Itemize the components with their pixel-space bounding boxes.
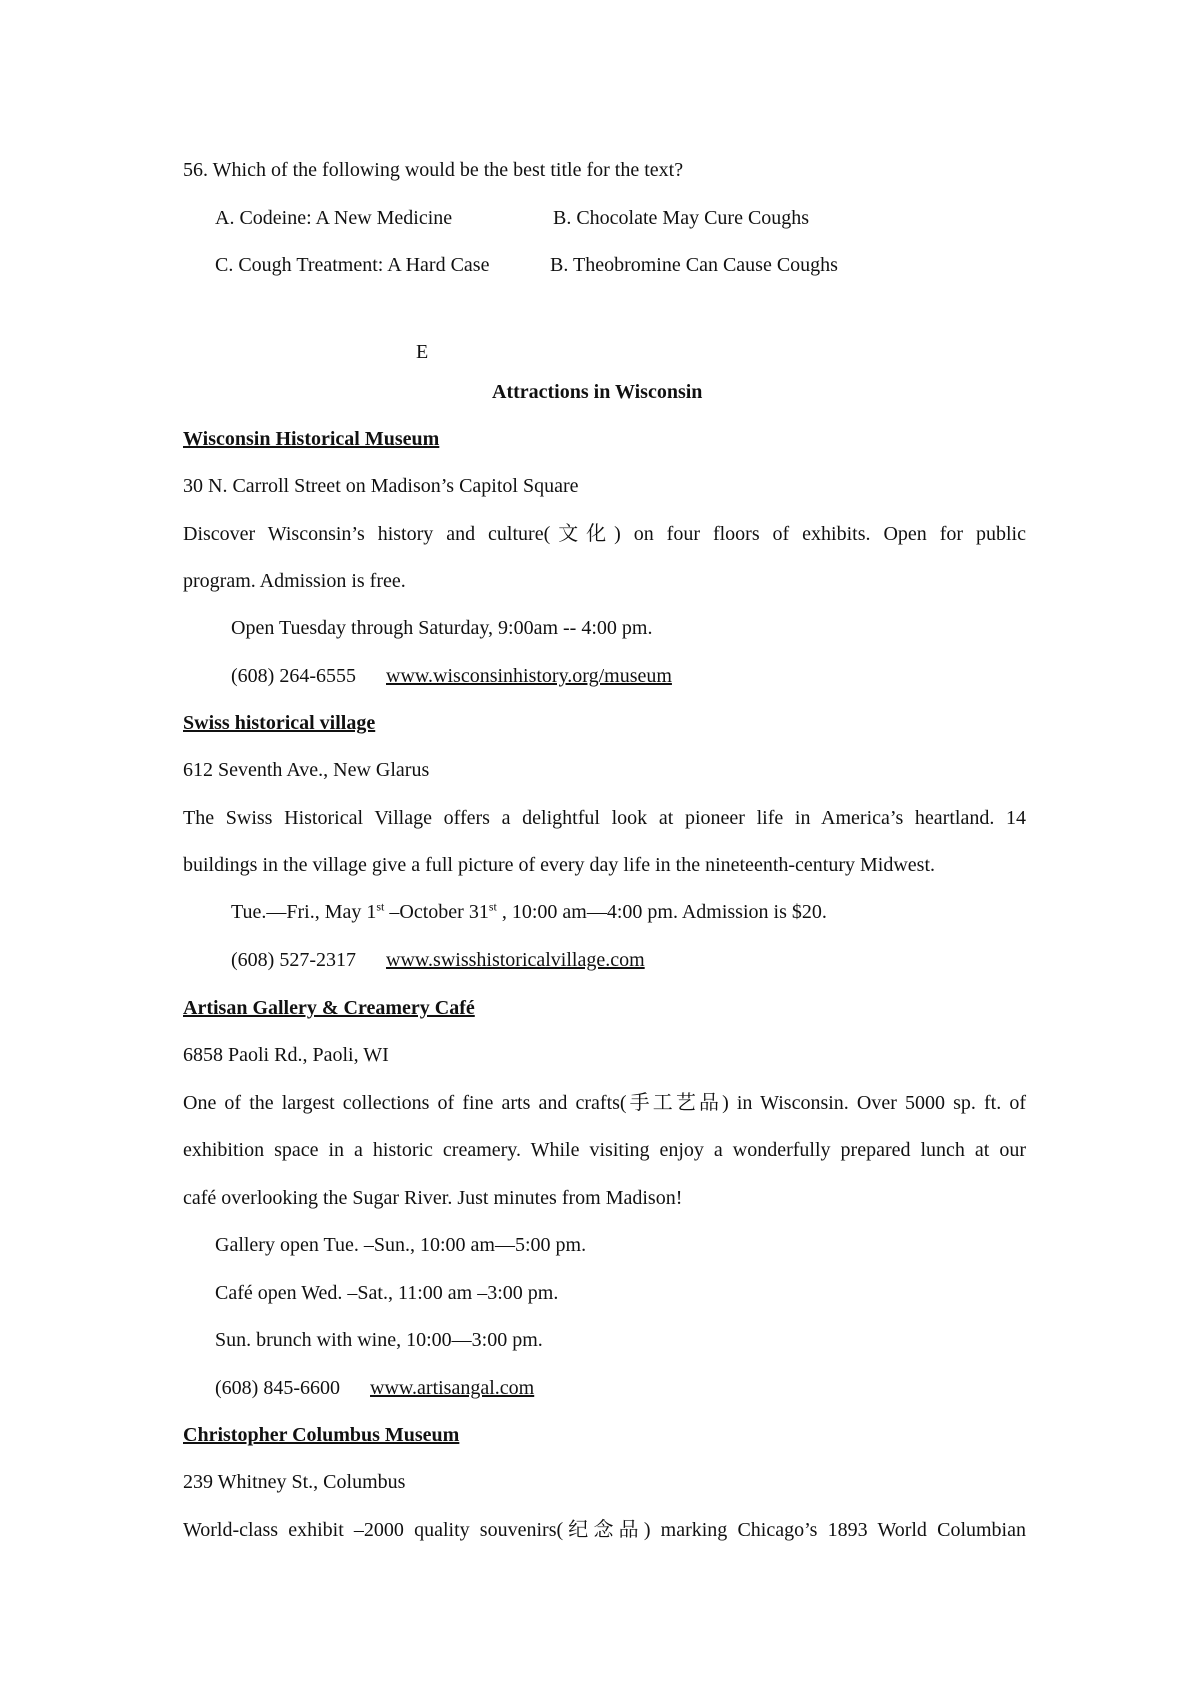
attraction-phone: (608) 845-6600 (215, 1377, 340, 1399)
attraction-description: Discover Wisconsin’s history and culture(文化) on four floors of exhibits. Open for public (183, 523, 1026, 545)
attraction-description: program. Admission is free. (183, 570, 406, 592)
attraction-hours: Tue.—Fri., May 1st –October 31st , 10:00 am—4:00 pm. Admission is $20. (231, 899, 827, 923)
gallery-hours: Gallery open Tue. –Sun., 10:00 am—5:00 pm. (215, 1234, 587, 1256)
attraction-address: 6858 Paoli Rd., Paoli, WI (183, 1044, 389, 1066)
option-a: A. Codeine: A New Medicine (215, 207, 453, 229)
attraction-address: 239 Whitney St., Columbus (183, 1471, 406, 1493)
page-title: Attractions in Wisconsin (492, 381, 703, 403)
attraction-name: Christopher Columbus Museum (183, 1424, 460, 1446)
attraction-name: Artisan Gallery & Creamery Café (183, 997, 475, 1019)
attraction-description: World-class exhibit –2000 quality souvenirs(纪念品) marking Chicago’s 1893 World Columbian (183, 1519, 1026, 1541)
attraction-phone: (608) 264-6555 (231, 665, 356, 687)
option-c: C. Cough Treatment: A Hard Case (215, 254, 490, 276)
attraction-website-link[interactable]: www.wisconsinhistory.org/museum (386, 665, 672, 687)
attraction-hours: Open Tuesday through Saturday, 9:00am -- 4:00 pm. (231, 617, 653, 639)
attraction-description: café overlooking the Sugar River. Just minutes from Madison! (183, 1187, 683, 1209)
attraction-address: 612 Seventh Ave., New Glarus (183, 759, 430, 781)
attraction-description: buildings in the village give a full picture of every day life in the nineteenth-century Midwest. (183, 854, 936, 876)
section-letter: E (416, 341, 429, 363)
option-b: B. Chocolate May Cure Coughs (553, 207, 810, 229)
option-d: B. Theobromine Can Cause Coughs (550, 254, 838, 276)
attraction-phone: (608) 527-2317 (231, 949, 356, 971)
brunch-hours: Sun. brunch with wine, 10:00—3:00 pm. (215, 1329, 543, 1351)
attraction-description: The Swiss Historical Village offers a delightful look at pioneer life in America’s heartland. 14 (183, 807, 1026, 829)
attraction-description: exhibition space in a historic creamery. While visiting enjoy a wonderfully prepared lunch at our (183, 1139, 1026, 1161)
attraction-website-link[interactable]: www.swisshistoricalvillage.com (386, 949, 645, 971)
attraction-name: Wisconsin Historical Museum (183, 428, 440, 450)
cafe-hours: Café open Wed. –Sat., 11:00 am –3:00 pm. (215, 1282, 559, 1304)
attraction-address: 30 N. Carroll Street on Madison’s Capitol Square (183, 475, 579, 497)
attraction-website-link[interactable]: www.artisangal.com (370, 1377, 535, 1399)
attraction-description: One of the largest collections of fine arts and crafts(手工艺品) in Wisconsin. Over 5000 sp. ft. of (183, 1092, 1026, 1114)
question-stem: 56. Which of the following would be the best title for the text? (183, 159, 684, 181)
attraction-name: Swiss historical village (183, 712, 376, 734)
